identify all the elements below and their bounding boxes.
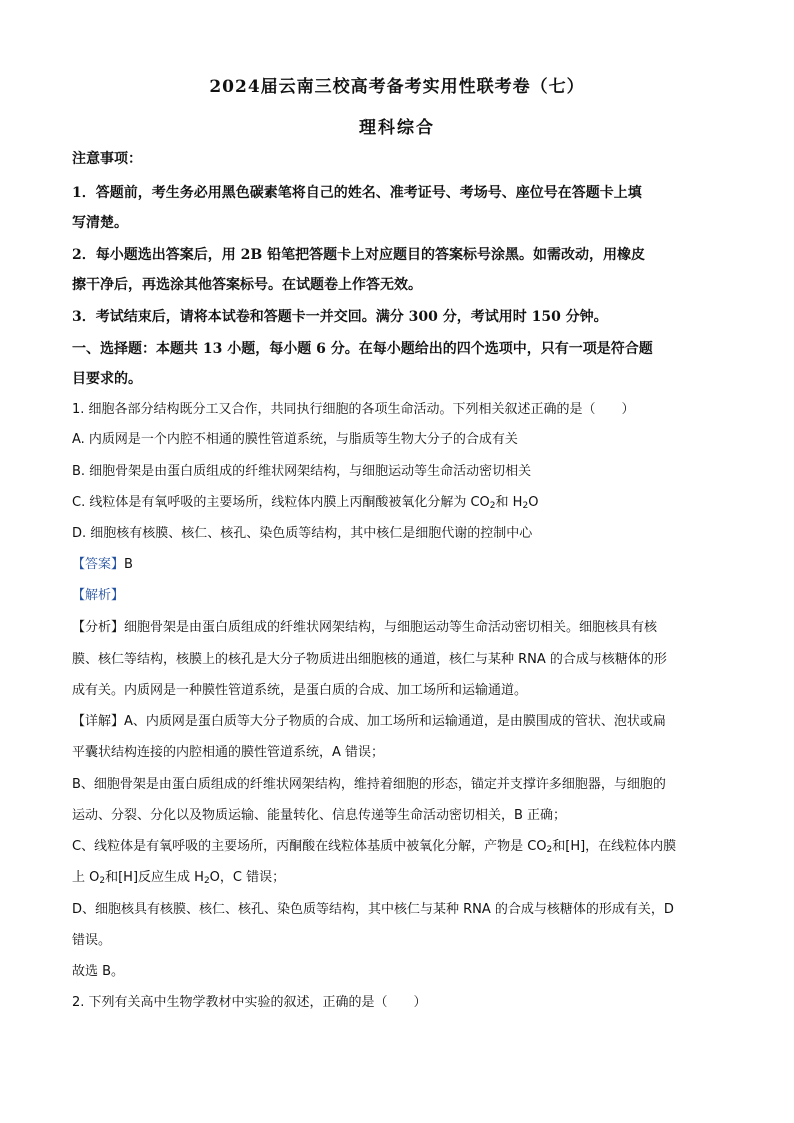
answer-tag: 【答案】 (72, 557, 125, 572)
q1-stem: 1. 细胞各部分结构既分工又合作，共同执行细胞的各项生命活动。下列相关叙述正确的是（ ） (72, 402, 635, 417)
section-heading: 一、选择题：本题共 13 小题，每小题 6 分。在每小题给出的四个选项中，只有一项是符合题 (72, 341, 653, 357)
xiangjie-line-d2: 错误。 (72, 933, 112, 948)
subscript: 2 (546, 845, 553, 855)
q1-option-d: D. 细胞核有核膜、核仁、核孔、染色质等结构，其中核仁是细胞代谢的控制中心 (72, 526, 533, 541)
section-heading-cont: 目要求的。 (72, 371, 142, 387)
xiangjie-text: 和[H]反应生成 H (105, 870, 204, 885)
xiangjie-tag: 【详解】 (72, 714, 125, 729)
xiangjie-text: O，C 错误； (209, 870, 286, 885)
exam-subject: 理科综合 (359, 118, 435, 138)
fenxi-line-2: 膜、核仁等结构，核膜上的核孔是大分子物质进出细胞核的通道，核仁与某种 RNA 的合成与核糖体的形 (72, 652, 667, 667)
fenxi-line-1 (72, 619, 727, 637)
q1-option-c-text: 和 H (495, 495, 523, 510)
xiangjie-text: A、内质网是蛋白质等大分子物质的合成、加工场所和运输通道，是由膜围成的管状、泡状或扁 (124, 714, 666, 729)
xiangjie-text: 上 O (72, 870, 100, 885)
exam-title: 2024届云南三校高考备考实用性联考卷（七） (209, 77, 585, 97)
subscript: 2 (489, 501, 496, 511)
notice-item-3: 3．考试结束后，请将本试卷和答题卡一并交回。满分 300 分，考试用时 150 分钟。 (72, 309, 608, 325)
q1-conclusion: 故选 B。 (72, 964, 125, 979)
notice-item-2-cont: 擦干净后，再选涂其他答案标号。在试题卷上作答无效。 (72, 277, 422, 293)
answer-value: B (124, 557, 133, 572)
subscript: 2 (522, 501, 529, 511)
q1-option-c (72, 494, 727, 512)
fenxi-tag: 【分析】 (72, 620, 125, 635)
analysis-tag: 【解析】 (72, 588, 125, 603)
fenxi-line-3: 成有关。内质网是一种膜性管道系统，是蛋白质的合成、加工场所和运输通道。 (72, 683, 528, 698)
xiangjie-line-a1 (72, 713, 727, 731)
notice-item-2: 2．每小题选出答案后，用 2B 铅笔把答题卡上对应题目的答案标号涂黑。如需改动，用橡皮 (72, 247, 646, 263)
q1-answer (72, 556, 727, 574)
q1-option-a: A. 内质网是一个内腔不相通的膜性管道系统，与脂质等生物大分子的合成有关 (72, 432, 518, 447)
xiangjie-line-b1: B、细胞骨架是由蛋白质组成的纤维状网架结构，维持着细胞的形态，锚定并支撑许多细胞器，与细胞的 (72, 777, 666, 792)
xiangjie-line-d1: D、细胞核具有核膜、核仁、核孔、染色质等结构，其中核仁与某种 RNA 的合成与核糖体的形成有关，D (72, 902, 674, 917)
q1-option-c-text: O (528, 495, 539, 510)
q2-stem: 2. 下列有关高中生物学教材中实验的叙述，正确的是（ ） (72, 995, 427, 1010)
xiangjie-line-b2: 运动、分裂、分化以及物质运输、能量转化、信息传递等生命活动密切相关，B 正确； (72, 808, 567, 823)
subscript: 2 (99, 876, 106, 886)
xiangjie-line-c1 (72, 838, 727, 856)
subscript: 2 (203, 876, 210, 886)
q1-option-c-text: C. 线粒体是有氧呼吸的主要场所，线粒体内膜上丙酮酸被氧化分解为 CO (72, 495, 490, 510)
xiangjie-text: C、线粒体是有氧呼吸的主要场所，丙酮酸在线粒体基质中被氧化分解，产物是 CO (72, 839, 547, 854)
notice-heading: 注意事项： (72, 151, 142, 167)
notice-item-1: 1．答题前，考生务必用黑色碳素笔将自己的姓名、准考证号、考场号、座位号在答题卡上填 (72, 185, 642, 201)
q1-option-b: B. 细胞骨架是由蛋白质组成的纤维状网架结构，与细胞运动等生命活动密切相关 (72, 464, 532, 479)
xiangjie-text: 和[H]，在线粒体内膜 (552, 839, 677, 854)
xiangjie-line-c2 (72, 869, 727, 887)
fenxi-text: 细胞骨架是由蛋白质组成的纤维状网架结构，与细胞运动等生命活动密切相关。细胞核具有核 (124, 620, 658, 635)
notice-item-1-cont: 写清楚。 (72, 215, 128, 231)
xiangjie-line-a2: 平囊状结构连接的内腔相通的膜性管道系统，A 错误； (72, 745, 385, 760)
